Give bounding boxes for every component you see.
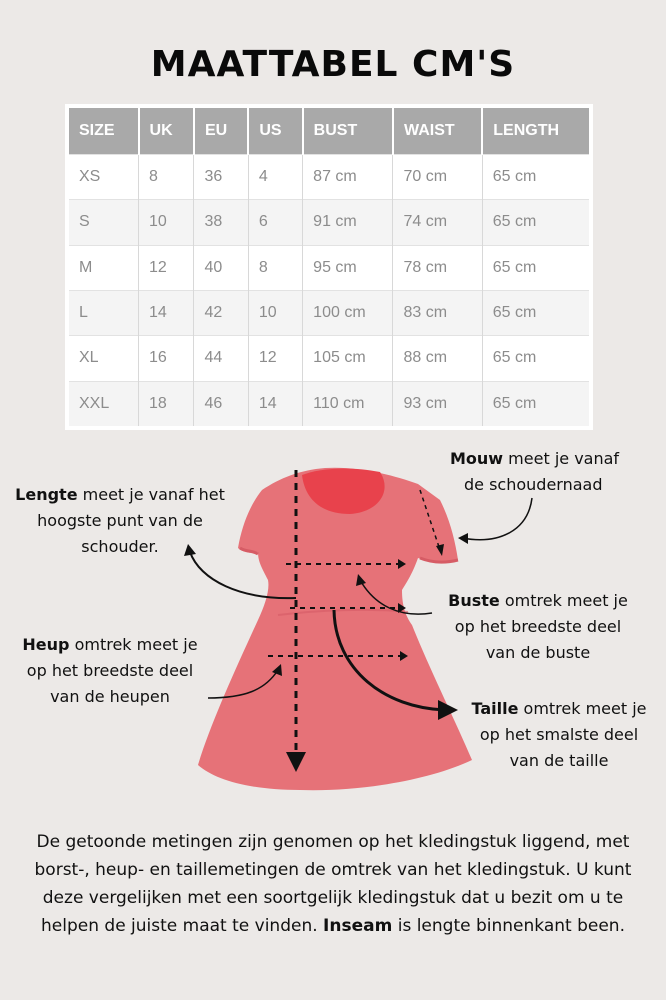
table-cell: 4 [248, 155, 302, 200]
table-cell: 65 cm [482, 336, 589, 381]
heup-label: Heup omtrek meet je op het breedste deel van de heupen [22, 635, 198, 706]
column-header: SIZE [69, 108, 139, 155]
table-cell: M [69, 245, 139, 290]
table-cell: 18 [139, 381, 194, 426]
table-cell: 74 cm [393, 200, 482, 245]
table-cell: 65 cm [482, 245, 589, 290]
size-table [69, 108, 589, 426]
table-header-row [69, 108, 589, 155]
table-cell: 12 [139, 245, 194, 290]
table-cell: 14 [248, 381, 302, 426]
footer-note: De getoonde metingen zijn genomen op het kledingstuk liggend, met borst-, heup- en taillemetingen de omtrek van het kledingstuk. U kunt deze vergelijken met een soortgelijk kledingstuk dat u bezit om u te helpen de juiste maat te vinden. Inseam is lengte binnenkant been. [34, 832, 632, 936]
column-header: EU [194, 108, 248, 155]
table-cell: 38 [194, 200, 248, 245]
table-cell: 91 cm [303, 200, 393, 245]
table-cell: 83 cm [393, 290, 482, 335]
table-cell: 110 cm [303, 381, 393, 426]
lengte-label: Lengte meet je vanaf het hoogste punt van de schouder. [15, 485, 225, 556]
table-cell: 10 [248, 290, 302, 335]
column-header: UK [139, 108, 194, 155]
table-cell: XS [69, 155, 139, 200]
table-cell: 87 cm [303, 155, 393, 200]
table-cell: 40 [194, 245, 248, 290]
table-cell: 70 cm [393, 155, 482, 200]
table-cell: L [69, 290, 139, 335]
table-cell: 46 [194, 381, 248, 426]
table-cell: 8 [248, 245, 302, 290]
table-row [69, 155, 589, 200]
column-header: US [248, 108, 302, 155]
buste-label: Buste omtrek meet je op het breedste deel van de buste [448, 591, 628, 662]
size-table-container [65, 104, 593, 430]
table-cell: 105 cm [303, 336, 393, 381]
table-row [69, 290, 589, 335]
table-cell: 10 [139, 200, 194, 245]
page-title: MAATTABEL CM'S [150, 44, 516, 85]
table-cell: XL [69, 336, 139, 381]
table-cell: 16 [139, 336, 194, 381]
table-cell: 8 [139, 155, 194, 200]
measurement-diagram [0, 440, 666, 820]
table-row [69, 336, 589, 381]
table-cell: 65 cm [482, 200, 589, 245]
table-cell: S [69, 200, 139, 245]
table-cell: 88 cm [393, 336, 482, 381]
mouw-label: Mouw meet je vanaf de schoudernaad [450, 449, 620, 494]
taille-label: Taille omtrek meet je op het smalste deel van de taille [471, 699, 647, 770]
table-cell: 78 cm [393, 245, 482, 290]
table-cell: 14 [139, 290, 194, 335]
table-cell: 93 cm [393, 381, 482, 426]
table-row [69, 200, 589, 245]
table-row [69, 245, 589, 290]
column-header: BUST [303, 108, 393, 155]
table-body [69, 155, 589, 427]
table-cell: 42 [194, 290, 248, 335]
table-cell: 65 cm [482, 155, 589, 200]
table-cell: 65 cm [482, 290, 589, 335]
table-cell: XXL [69, 381, 139, 426]
table-cell: 44 [194, 336, 248, 381]
table-cell: 6 [248, 200, 302, 245]
table-cell: 100 cm [303, 290, 393, 335]
table-cell: 65 cm [482, 381, 589, 426]
table-cell: 12 [248, 336, 302, 381]
table-cell: 95 cm [303, 245, 393, 290]
table-cell: 36 [194, 155, 248, 200]
column-header: LENGTH [482, 108, 589, 155]
mouw-pointer [462, 498, 532, 540]
table-row [69, 381, 589, 426]
column-header: WAIST [393, 108, 482, 155]
